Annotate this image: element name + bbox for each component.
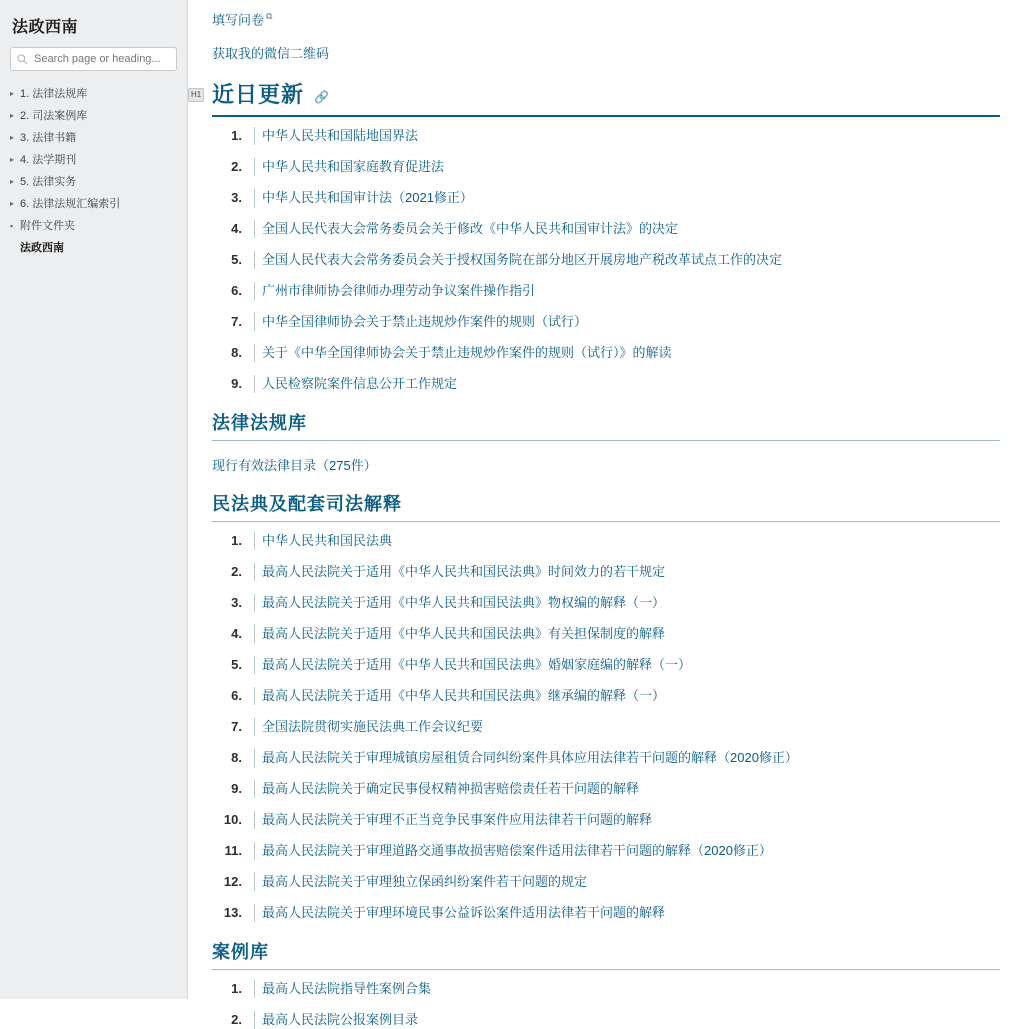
chevron-right-icon: ▸ [10,133,15,142]
list-item [212,687,1000,705]
list-item [212,780,1000,798]
section-heading-civil-code: 民法典及配套司法解释 [212,490,1000,522]
list-item [212,1011,1000,1029]
sidebar-nav [0,81,187,259]
search-container [0,47,187,81]
list-item-link[interactable]: 最高人民法院公报案例目录 [262,1012,419,1028]
top-link-survey-row [212,6,1000,30]
list-item-link[interactable]: 中华人民共和国陆地国界法 [262,128,419,144]
list-item-link[interactable]: 最高人民法院关于审理独立保函纠纷案件若干问题的规定 [262,874,588,890]
chevron-right-icon: ▸ [10,155,15,164]
section-heading-laws-database: 法律法规库 [212,409,1000,441]
chevron-right-icon: ▸ [10,89,15,98]
list-item [212,158,1000,176]
section-recent-updates [212,78,1000,393]
list-item-link[interactable]: 全国人民代表大会常务委员会关于授权国务院在部分地区开展房地产税改革试点工作的决定 [262,252,783,268]
top-link-survey[interactable]: 填写问卷 [212,12,265,28]
list-item [212,220,1000,238]
external-link-icon: ⧉ [266,11,273,21]
chevron-right-icon: ▸ [10,177,15,186]
list-item [212,904,1000,922]
list-item-link[interactable]: 最高人民法院关于审理城镇房屋租赁合同纠纷案件具体应用法律若干问题的解释（2020修正） [262,750,798,766]
section-case-database [212,938,1000,1029]
list-item-link[interactable]: 广州市律师协会律师办理劳动争议案件操作指引 [262,283,536,299]
list-item [212,656,1000,674]
sidebar-item-label: 3. 法律书籍 [20,132,77,144]
list-item [212,375,1000,393]
sidebar-item-label: 5. 法律实务 [20,176,77,188]
list-item-link[interactable]: 中华全国律师协会关于禁止违规炒作案件的规则（试行） [262,314,588,330]
list-item-link[interactable]: 最高人民法院关于适用《中华人民共和国民法典》婚姻家庭编的解释（一） [262,657,692,673]
list-item [212,873,1000,891]
link-anchor-icon[interactable]: 🔗 [314,89,330,104]
heading-level-badge: H1 [188,88,204,102]
search-input[interactable] [32,52,171,66]
list-item-link[interactable]: 最高人民法院关于审理不正当竞争民事案件应用法律若干问题的解释 [262,812,653,828]
list-item [212,718,1000,736]
list-item [212,189,1000,207]
list-item-link[interactable]: 最高人民法院关于适用《中华人民共和国民法典》继承编的解释（一） [262,688,666,704]
list-item-link[interactable]: 最高人民法院关于适用《中华人民共和国民法典》有关担保制度的解释 [262,626,666,642]
list-item-link[interactable]: 全国法院贯彻实施民法典工作会议纪要 [262,719,484,735]
recent-updates-list [212,127,1000,393]
sidebar [0,0,188,999]
top-link-wechat-qr[interactable]: 获取我的微信二维码 [212,46,330,62]
sidebar-item-legal-practice[interactable] [0,171,187,193]
list-item [212,980,1000,998]
list-item [212,532,1000,550]
content-inner [188,0,1024,1029]
list-item-link[interactable]: 最高人民法院关于审理环境民事公益诉讼案件适用法律若干问题的解释 [262,905,666,921]
list-item-link[interactable]: 最高人民法院关于适用《中华人民共和国民法典》物权编的解释（一） [262,595,666,611]
main-content [188,0,1024,1028]
site-title: 法政西南 [12,19,79,36]
sidebar-item-label: 6. 法律法规汇编索引 [20,198,121,210]
sidebar-item-label: 1. 法律法规库 [20,88,88,100]
list-item-link[interactable]: 中华人民共和国家庭教育促进法 [262,159,445,175]
list-item-link[interactable]: 中华人民共和国审计法（2021修正） [262,190,473,206]
section-laws-database [212,409,1000,474]
folder-icon: ▪ [10,221,14,231]
sidebar-item-label: 法政西南 [20,242,64,254]
sidebar-item-judicial-cases[interactable] [0,105,187,127]
list-item [212,563,1000,581]
sidebar-item-law-books[interactable] [0,127,187,149]
list-item [212,749,1000,767]
sidebar-item-label: 附件文件夹 [20,220,75,232]
list-item-link[interactable]: 最高人民法院指导性案例合集 [262,981,432,997]
list-item-link[interactable]: 全国人民代表大会常务委员会关于修改《中华人民共和国审计法》的决定 [262,221,679,237]
list-item [212,594,1000,612]
list-item [212,313,1000,331]
section-heading-recent-updates [212,78,1000,117]
list-item-link[interactable]: 中华人民共和国民法典 [262,533,393,549]
chevron-right-icon: ▸ [10,111,15,120]
section-civil-code [212,490,1000,922]
list-item [212,344,1000,362]
chevron-right-icon: ▸ [10,199,15,208]
laws-database-link-row [212,455,1000,474]
list-item [212,842,1000,860]
list-item [212,282,1000,300]
sidebar-item-law-journals[interactable] [0,149,187,171]
list-item [212,251,1000,269]
list-item [212,127,1000,145]
list-item-link[interactable]: 最高人民法院关于确定民事侵权精神损害赔偿责任若干问题的解释 [262,781,640,797]
search-box[interactable] [10,47,177,71]
sidebar-item-label: 4. 法学期刊 [20,154,77,166]
list-item [212,811,1000,829]
section-heading-case-database: 案例库 [212,938,1000,970]
sidebar-item-current-page[interactable] [0,237,187,259]
case-database-list [212,980,1000,1029]
heading-text: 近日更新 [212,82,305,108]
sidebar-item-label: 2. 司法案例库 [20,110,88,122]
sidebar-item-attachments-folder[interactable] [0,215,187,237]
current-valid-laws-catalog-link[interactable]: 现行有效法律目录（275件） [212,458,377,474]
list-item-link[interactable]: 最高人民法院关于审理道路交通事故损害赔偿案件适用法律若干问题的解释（2020修正） [262,843,772,859]
list-item-link[interactable]: 人民检察院案件信息公开工作规定 [262,376,458,392]
list-item-link[interactable]: 最高人民法院关于适用《中华人民共和国民法典》时间效力的若干规定 [262,564,666,580]
sidebar-item-laws-regulations[interactable] [0,83,187,105]
list-item-link[interactable]: 关于《中华全国律师协会关于禁止违规炒作案件的规则（试行）》的解读 [262,345,672,361]
list-item [212,625,1000,643]
search-icon [16,53,28,65]
civil-code-list [212,532,1000,922]
sidebar-item-compilation-index[interactable] [0,193,187,215]
top-link-wechat-row [212,44,1000,64]
